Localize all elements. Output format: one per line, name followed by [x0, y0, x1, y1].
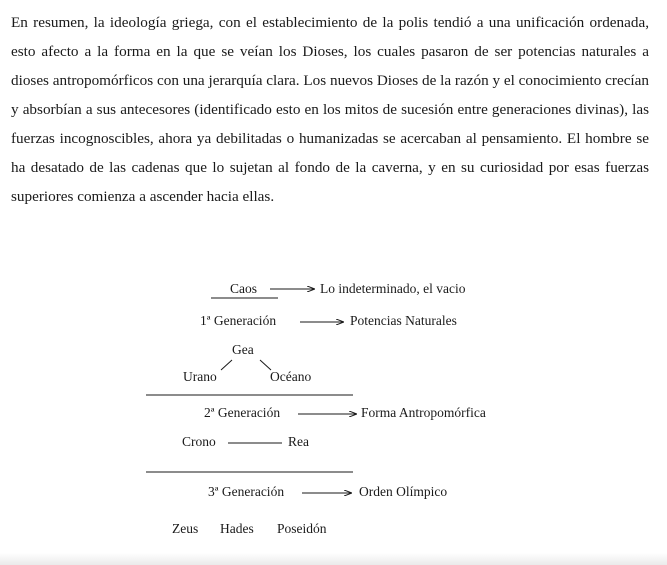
generation-3-description: Orden Olímpico	[359, 484, 448, 499]
generation-1-description: Potencias Naturales	[350, 313, 457, 328]
generation-1-label: 1ª Generación	[200, 313, 277, 328]
oceano-label: Océano	[270, 369, 312, 384]
generation-3-label: 3ª Generación	[208, 484, 285, 499]
poseidon-label: Poseidón	[277, 521, 327, 536]
rea-label: Rea	[288, 434, 309, 449]
page-bottom-edge	[0, 553, 667, 565]
zeus-label: Zeus	[172, 521, 199, 536]
caos-label: Caos	[230, 281, 257, 296]
hades-label: Hades	[220, 521, 254, 536]
generation-2-description: Forma Antropomórfica	[361, 405, 486, 420]
gea-label: Gea	[232, 342, 254, 357]
caos-description: Lo indeterminado, el vacio	[320, 281, 466, 296]
urano-label: Urano	[183, 369, 217, 384]
summary-paragraph: En resumen, la ideología griega, con el establecimiento de la polis tendió a una unificación ordenada, esto afecto a la forma en la que se veían los Dioses, los cuales pasaron de ser potencias naturales a dioses antropomórficos con una jerarquía clara. Los nuevos Dioses de la razón y el conocimiento crecían y absorbían a sus antecesores (identificado esto en los mitos de sucesión entre generaciones divinas), las fuerzas incognoscibles, ahora ya debilitadas o humanizadas se acercaban al pensamiento. El hombre se ha desatado de las cadenas que lo sujetan al fondo de la caverna, y en su curiosidad por esas fuerzas superiores comienza a ascender hacia ellas.	[11, 14, 649, 205]
gea-branch-left	[221, 360, 232, 370]
generation-2-label: 2ª Generación	[204, 405, 281, 420]
crono-label: Crono	[182, 434, 216, 449]
